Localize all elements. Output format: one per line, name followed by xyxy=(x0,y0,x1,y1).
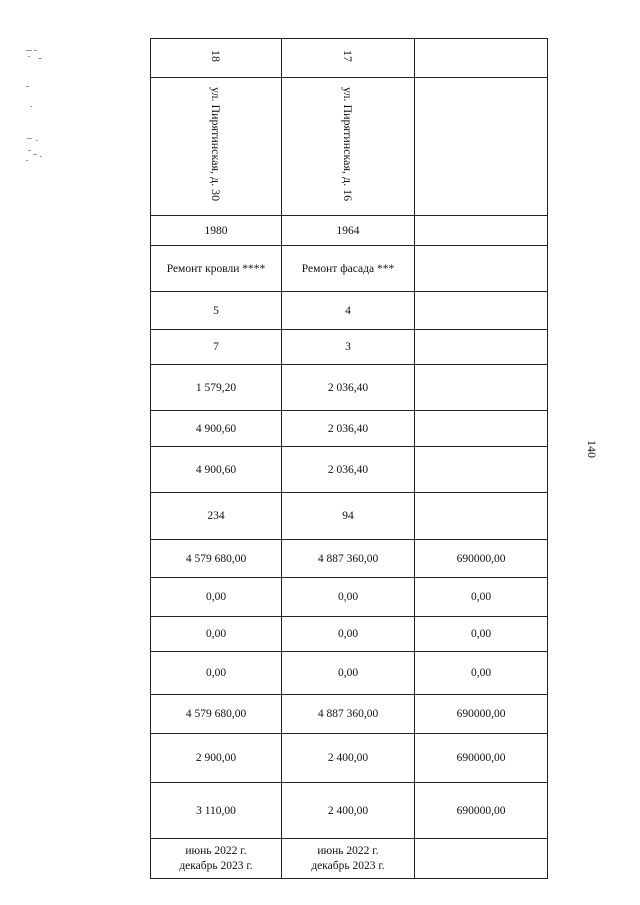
value-cell xyxy=(415,330,548,365)
period-cell xyxy=(415,839,548,879)
value-cell: 690000,00 xyxy=(415,695,548,734)
value-cell xyxy=(415,292,548,330)
table-row xyxy=(151,695,548,734)
value-cell: 94 xyxy=(282,493,415,540)
value-cell xyxy=(415,447,548,493)
address-text: ул. Пирятинская, д. 30 xyxy=(209,87,223,202)
value-cell: 0,00 xyxy=(151,578,282,617)
column-number: 17 xyxy=(341,50,355,62)
value-cell: 4 887 360,00 xyxy=(282,695,415,734)
period-start: июнь 2022 г. xyxy=(185,844,247,857)
value-cell: 0,00 xyxy=(282,652,415,695)
column-number: 18 xyxy=(209,50,223,62)
value-cell: 0,00 xyxy=(282,617,415,652)
value-cell: 5 xyxy=(151,292,282,330)
table-row xyxy=(151,493,548,540)
table-row xyxy=(151,652,548,695)
value-cell: 0,00 xyxy=(415,578,548,617)
value-cell: 4 887 360,00 xyxy=(282,540,415,578)
table-row xyxy=(151,839,548,879)
year-cell: 1980 xyxy=(151,216,282,246)
value-cell: 4 xyxy=(282,292,415,330)
value-cell: 2 900,00 xyxy=(151,734,282,783)
table-row xyxy=(151,330,548,365)
data-table xyxy=(150,38,548,879)
value-cell: 7 xyxy=(151,330,282,365)
value-cell: 234 xyxy=(151,493,282,540)
period-start: июнь 2022 г. xyxy=(317,844,379,857)
table-row xyxy=(151,365,548,411)
value-cell: 2 036,40 xyxy=(282,411,415,447)
value-cell: 1 579,20 xyxy=(151,365,282,411)
work-type-cell xyxy=(415,246,548,292)
work-type-cell: Ремонт кровли **** xyxy=(151,246,282,292)
table-row xyxy=(151,734,548,783)
value-cell: 2 036,40 xyxy=(282,365,415,411)
address-cell xyxy=(415,78,548,216)
work-type-cell: Ремонт фасада *** xyxy=(282,246,415,292)
column-number-cell xyxy=(282,39,415,78)
value-cell: 690000,00 xyxy=(415,783,548,839)
table-row xyxy=(151,578,548,617)
address-cell xyxy=(151,78,282,216)
value-cell: 2 400,00 xyxy=(282,734,415,783)
value-cell: 4 579 680,00 xyxy=(151,540,282,578)
column-number-cell xyxy=(415,39,548,78)
period-end: декабрь 2023 г. xyxy=(311,859,385,872)
period-end: декабрь 2023 г. xyxy=(179,859,253,872)
table-row xyxy=(151,783,548,839)
period-text xyxy=(179,844,252,874)
value-cell: 0,00 xyxy=(415,652,548,695)
value-cell: 2 400,00 xyxy=(282,783,415,839)
value-cell: 4 900,60 xyxy=(151,447,282,493)
table-row xyxy=(151,447,548,493)
value-cell xyxy=(415,365,548,411)
value-cell: 0,00 xyxy=(151,617,282,652)
page-number: 140 xyxy=(585,440,599,458)
address-text: ул. Пирятинская, д. 16 xyxy=(341,87,355,202)
table-row xyxy=(151,540,548,578)
address-cell xyxy=(282,78,415,216)
table-row xyxy=(151,617,548,652)
value-cell: 0,00 xyxy=(282,578,415,617)
year-cell: 1964 xyxy=(282,216,415,246)
value-cell: 4 900,60 xyxy=(151,411,282,447)
value-cell: 0,00 xyxy=(151,652,282,695)
value-cell xyxy=(415,411,548,447)
table-row xyxy=(151,39,548,78)
period-cell xyxy=(151,839,282,879)
value-cell: 690000,00 xyxy=(415,734,548,783)
value-cell: 690000,00 xyxy=(415,540,548,578)
value-cell xyxy=(415,493,548,540)
period-cell xyxy=(282,839,415,879)
period-text xyxy=(311,844,384,874)
value-cell: 3 110,00 xyxy=(151,783,282,839)
value-cell: 4 579 680,00 xyxy=(151,695,282,734)
table-row xyxy=(151,292,548,330)
column-number-cell xyxy=(151,39,282,78)
value-cell: 2 036,40 xyxy=(282,447,415,493)
table-row xyxy=(151,78,548,216)
table-row xyxy=(151,411,548,447)
scan-artifact-marks xyxy=(24,46,76,166)
year-cell xyxy=(415,216,548,246)
value-cell: 3 xyxy=(282,330,415,365)
table-row xyxy=(151,216,548,246)
value-cell: 0,00 xyxy=(415,617,548,652)
table-row xyxy=(151,246,548,292)
